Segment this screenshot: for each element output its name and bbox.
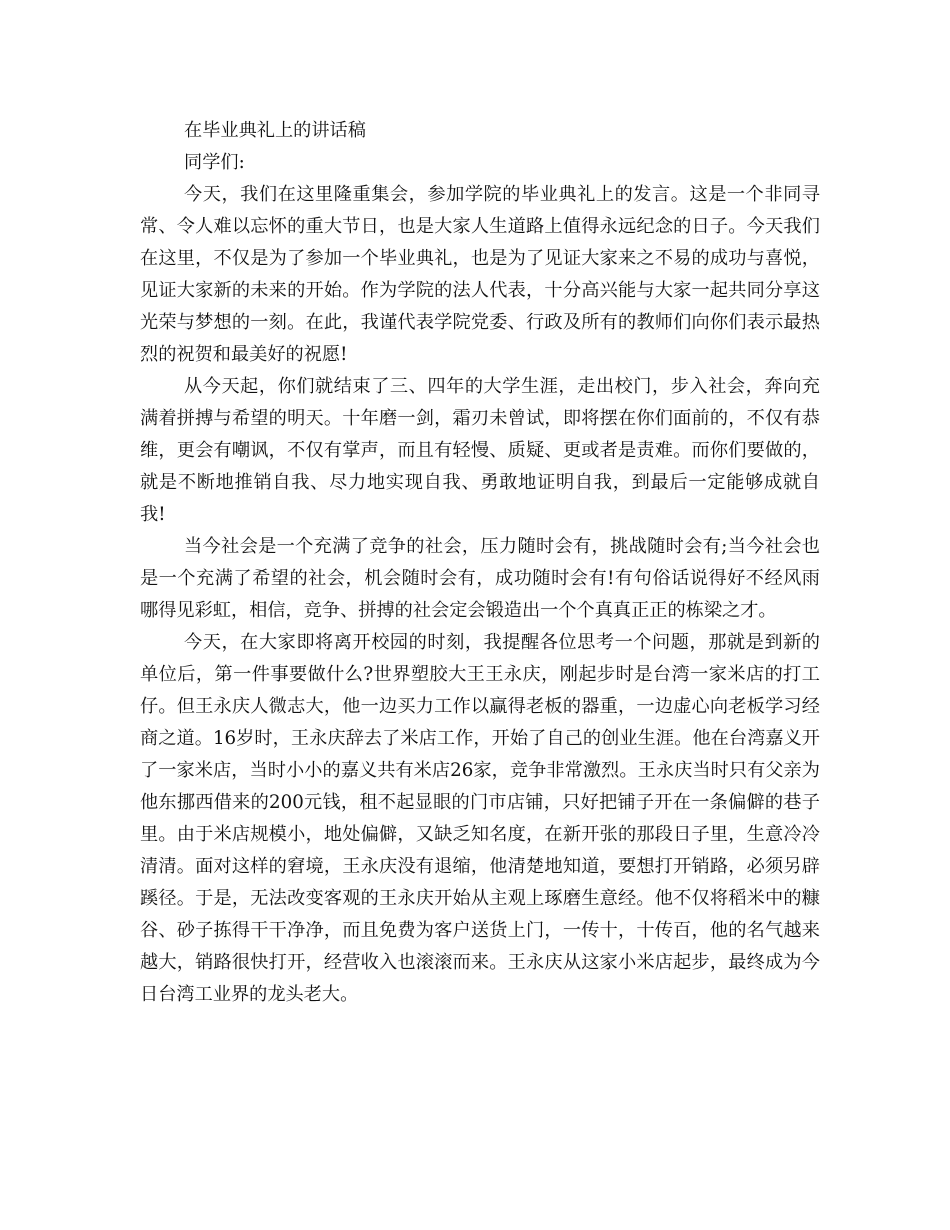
greeting: 同学们: [184,152,245,173]
document-title: 在毕业典礼上的讲话稿 [184,120,366,141]
paragraph-opening: 今天，我们在这里隆重集会，参加学院的毕业典礼上的发言。这是一个非同寻常、令人难以忘怀的重大节日，也是大家人生道路上值得永远纪念的日子。今天我们在这里，不仅是为了参加一个毕业典礼，也是为了见证大家来之不易的成功与喜悦，见证大家新的未来的开始。作为学院的法人代表，十分高兴能与大家一起共同分享这光荣与梦想的一刻。在此，我谨代表学院党委、行政及所有的教师们向你们表示最热烈的祝贺和最美好的祝愿! [140,184,820,365]
paragraph-wang-yongqing: 今天，在大家即将离开校园的时刻，我提醒各位思考一个问题，那就是到新的单位后，第一件事要做什么?世界塑胶大王王永庆，刚起步时是台湾一家米店的打工仔。但王永庆人微志大，他一边买力工作以赢得老板的器重，一边虚心向老板学习经商之道。16岁时，王永庆辞去了米店工作，开始了自己的创业生涯。他在台湾嘉义开了一家米店，当时小小的嘉义共有米店26家，竞争非常激烈。王永庆当时只有父亲为他东挪西借来的200元钱，租不起显眼的门市店铺，只好把铺子开在一条偏僻的巷子里。由于米店规模小，地处偏僻，又缺乏知名度，在新开张的那段日子里，生意冷冷清清。面对这样的窘境，王永庆没有退缩，他清楚地知道，要想打开销路，必须另辟蹊径。于是，无法改变客观的王永庆开始从主观上琢磨生意经。他不仅将稻米中的糠谷、砂子拣得干干净净，而且免费为客户送货上门，一传十，十传百，他的名气越来越大，销路很快打开，经营收入也滚滚而来。王永庆从这家小米店起步，最终成为今日台湾工业界的龙头老大。 [140,632,820,1005]
paragraph-future: 从今天起，你们就结束了三、四年的大学生涯，走出校门，步入社会，奔向充满着拼搏与希望的明天。十年磨一剑，霜刃未曾试，即将摆在你们面前的，不仅有恭维，更会有嘲讽，不仅有掌声，而且有轻慢、质疑、更或者是责难。而你们要做的，就是不断地推销自我、尽力地实现自我、勇敢地证明自我，到最后一定能够成就自我! [140,376,820,525]
document-body [140,115,820,1011]
paragraph-society: 当今社会是一个充满了竞争的社会，压力随时会有，挑战随时会有;当今社会也是一个充满了希望的社会，机会随时会有，成功随时会有!有句俗话说得好不经风雨哪得见彩虹，相信，竞争、拼搏的社会定会锻造出一个个真真正正的栋梁之才。 [140,536,820,621]
